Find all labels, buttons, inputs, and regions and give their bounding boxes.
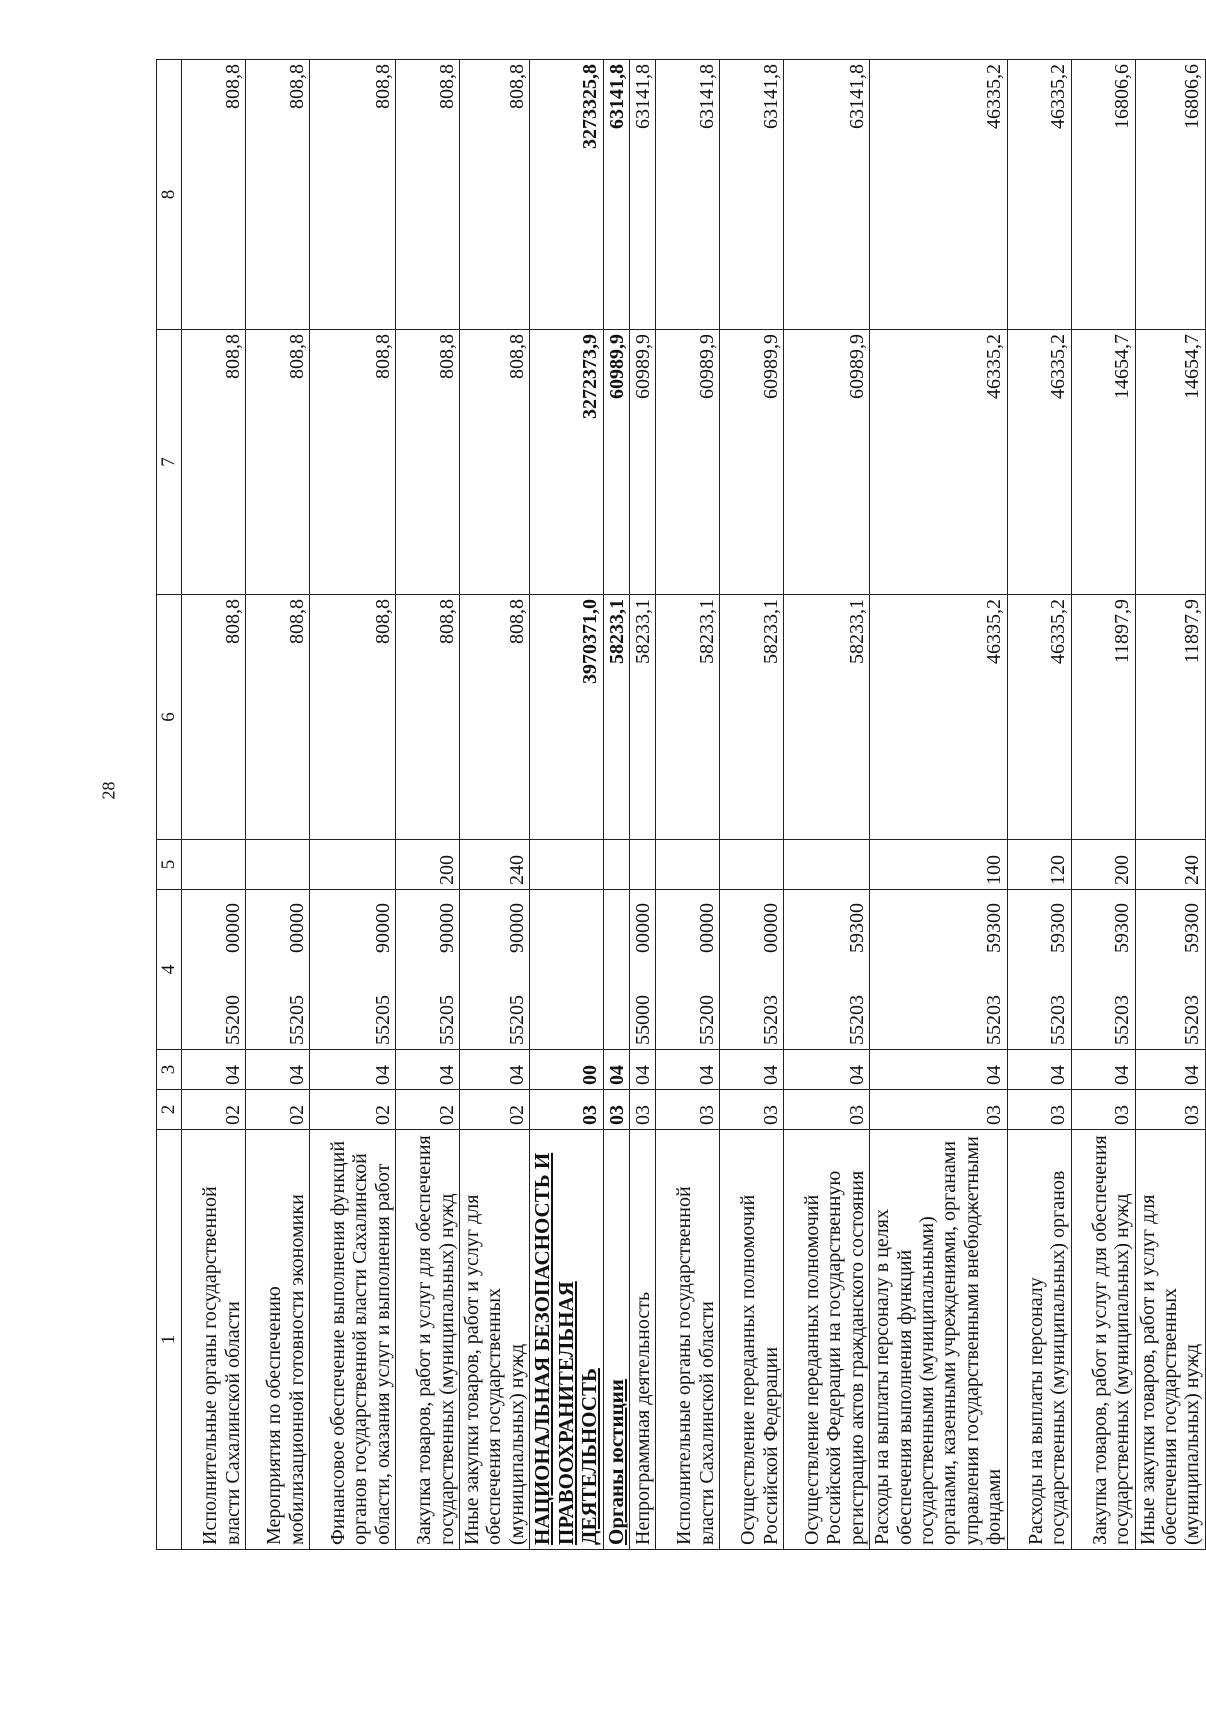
- row-name-cell: НАЦИОНАЛЬНАЯ БЕЗОПАСНОСТЬ И ПРАВООХРАНИТЕЛЬНАЯ ДЕЯТЕЛЬНОСТЬ: [530, 1130, 604, 1550]
- section-code-cell: 02: [396, 1090, 460, 1130]
- amount-col7-cell: 60989,9: [720, 330, 784, 595]
- column-header: 7: [157, 330, 182, 595]
- amount-col6-cell: 808,8: [182, 595, 246, 840]
- subsection-code-cell: 04: [310, 1050, 396, 1090]
- table-body: [182, 60, 1206, 1550]
- target-article-part2: 59300: [983, 903, 1006, 953]
- amount-col8-cell: 808,8: [396, 60, 460, 330]
- target-article-part2: 59300: [1111, 903, 1134, 953]
- amount-col8-cell: 808,8: [310, 60, 396, 330]
- amount-col8-cell: 63141,8: [784, 60, 870, 330]
- target-article-part1: 55205: [505, 995, 528, 1045]
- expense-type-cell: 100: [870, 840, 1007, 890]
- target-article-cell: [246, 890, 310, 1050]
- amount-col8-cell: 16806,6: [1135, 60, 1205, 330]
- amount-col6-cell: 808,8: [310, 595, 396, 840]
- section-code-cell: 03: [630, 1090, 656, 1130]
- subsection-code-cell: 04: [870, 1050, 1007, 1090]
- target-article-part1: 55203: [1181, 995, 1204, 1045]
- amount-col7-cell: 60989,9: [656, 330, 720, 595]
- amount-col6-cell: 58233,1: [603, 595, 630, 840]
- target-article-cell: [784, 890, 870, 1050]
- row-name-cell: Закупка товаров, работ и услуг для обеспечения государственных (муниципальных) нужд: [1071, 1130, 1135, 1550]
- table-row: [310, 60, 396, 1550]
- section-code-cell: 03: [1071, 1090, 1135, 1130]
- amount-col8-cell: 16806,6: [1071, 60, 1135, 330]
- budget-table: [156, 59, 1206, 1550]
- row-name-cell: Исполнительные органы государственной власти Сахалинской области: [656, 1130, 720, 1550]
- expense-type-cell: 200: [1071, 840, 1135, 890]
- amount-col6-cell: 3970371,0: [530, 595, 604, 840]
- target-article-part2: 59300: [845, 903, 868, 953]
- amount-col6-cell: 808,8: [460, 595, 530, 840]
- expense-type-cell: 120: [1007, 840, 1071, 890]
- target-article-cell: [460, 890, 530, 1050]
- section-code-cell: 03: [870, 1090, 1007, 1130]
- subsection-code-cell: 04: [630, 1050, 656, 1090]
- target-article-part1: 55205: [435, 995, 458, 1045]
- target-article-cell: [530, 890, 604, 1050]
- row-name-cell: Осуществление переданных полномочий Российской Федерации на государственную регистрацию актов гражданского состояния: [784, 1130, 870, 1550]
- column-header: 6: [157, 595, 182, 840]
- section-code-cell: 03: [784, 1090, 870, 1130]
- amount-col8-cell: 63141,8: [630, 60, 656, 330]
- row-name-cell: Расходы на выплаты персоналу в целях обеспечения выполнения функций государственными (муниципальными) органами, казенными учреждениями, органами управления государственными внебюджетными фондами: [870, 1130, 1007, 1550]
- amount-col8-cell: 3273325,8: [530, 60, 604, 330]
- target-article-part1: 55200: [221, 995, 244, 1045]
- expense-type-cell: [310, 840, 396, 890]
- row-name-cell: Непрограммная деятельность: [630, 1130, 656, 1550]
- table-row: [1135, 60, 1205, 1550]
- row-name-cell: Исполнительные органы государственной власти Сахалинской области: [182, 1130, 246, 1550]
- row-name-cell: Иные закупки товаров, работ и услуг для обеспечения государственных (муниципальных) нужд: [1135, 1130, 1205, 1550]
- section-code-cell: 02: [246, 1090, 310, 1130]
- amount-col6-cell: 46335,2: [870, 595, 1007, 840]
- subsection-code-cell: 00: [530, 1050, 604, 1090]
- target-article-part1: 55200: [695, 995, 718, 1045]
- subsection-code-cell: 04: [1135, 1050, 1205, 1090]
- target-article-part1: 55203: [845, 995, 868, 1045]
- target-article-part2: 00000: [759, 903, 782, 953]
- column-header: 8: [157, 60, 182, 330]
- section-code-cell: 03: [1135, 1090, 1205, 1130]
- amount-col8-cell: 808,8: [460, 60, 530, 330]
- column-header: 5: [157, 840, 182, 890]
- expense-type-cell: 240: [1135, 840, 1205, 890]
- target-article-part1: 55203: [1111, 995, 1134, 1045]
- amount-col7-cell: 808,8: [460, 330, 530, 595]
- row-name-cell: Иные закупки товаров, работ и услуг для обеспечения государственных (муниципальных) нужд: [460, 1130, 530, 1550]
- amount-col8-cell: 63141,8: [603, 60, 630, 330]
- target-article-part1: 55203: [759, 995, 782, 1045]
- amount-col7-cell: 808,8: [310, 330, 396, 595]
- target-article-part2: 90000: [435, 903, 458, 953]
- table-row: [182, 60, 246, 1550]
- expense-type-cell: [182, 840, 246, 890]
- table-row: [656, 60, 720, 1550]
- table-row: [530, 60, 604, 1550]
- page-number: 28: [98, 781, 119, 800]
- target-article-cell: [182, 890, 246, 1050]
- subsection-code-cell: 04: [720, 1050, 784, 1090]
- subsection-code-cell: 04: [656, 1050, 720, 1090]
- target-article-part2: 59300: [1047, 903, 1070, 953]
- row-name-cell: Финансовое обеспечение выполнения функций органов государственной власти Сахалинской области, оказания услуг и выполнения работ: [310, 1130, 396, 1550]
- target-article-cell: [396, 890, 460, 1050]
- amount-col7-cell: 46335,2: [870, 330, 1007, 595]
- target-article-part2: 00000: [221, 903, 244, 953]
- section-code-cell: 02: [460, 1090, 530, 1130]
- subsection-code-cell: 04: [246, 1050, 310, 1090]
- table-row: [720, 60, 784, 1550]
- amount-col8-cell: 63141,8: [656, 60, 720, 330]
- row-name-cell: Закупка товаров, работ и услуг для обеспечения государственных (муниципальных) нужд: [396, 1130, 460, 1550]
- expense-type-cell: [784, 840, 870, 890]
- target-article-part2: 00000: [695, 903, 718, 953]
- amount-col6-cell: 58233,1: [630, 595, 656, 840]
- amount-col8-cell: 808,8: [246, 60, 310, 330]
- subsection-code-cell: 04: [1007, 1050, 1071, 1090]
- subsection-code-cell: 04: [182, 1050, 246, 1090]
- amount-col6-cell: 58233,1: [784, 595, 870, 840]
- section-code-cell: 02: [182, 1090, 246, 1130]
- target-article-part1: 55000: [631, 995, 654, 1045]
- row-name-cell: Мероприятия по обеспечению мобилизационной готовности экономики: [246, 1130, 310, 1550]
- expense-type-cell: [603, 840, 630, 890]
- table-row: [460, 60, 530, 1550]
- row-name-cell: Осуществление переданных полномочий Российской Федерации: [720, 1130, 784, 1550]
- amount-col7-cell: 3272373,9: [530, 330, 604, 595]
- table-row: [396, 60, 460, 1550]
- amount-col6-cell: 58233,1: [720, 595, 784, 840]
- amount-col6-cell: 11897,9: [1071, 595, 1135, 840]
- amount-col6-cell: 808,8: [396, 595, 460, 840]
- table-header-row: [157, 60, 182, 1550]
- amount-col7-cell: 808,8: [396, 330, 460, 595]
- expense-type-cell: [656, 840, 720, 890]
- column-header: 4: [157, 890, 182, 1050]
- amount-col7-cell: 14654,7: [1071, 330, 1135, 595]
- table-row: [630, 60, 656, 1550]
- section-code-cell: 03: [720, 1090, 784, 1130]
- target-article-cell: [870, 890, 1007, 1050]
- column-header: 3: [157, 1050, 182, 1090]
- table-row: [870, 60, 1007, 1550]
- target-article-cell: [720, 890, 784, 1050]
- expense-type-cell: 240: [460, 840, 530, 890]
- target-article-part2: 90000: [505, 903, 528, 953]
- section-code-cell: 03: [1007, 1090, 1071, 1130]
- target-article-part1: 55205: [285, 995, 308, 1045]
- target-article-part2: 59300: [1181, 903, 1204, 953]
- section-code-cell: 03: [530, 1090, 604, 1130]
- row-name-cell: Органы юстиции: [603, 1130, 630, 1550]
- amount-col7-cell: 46335,2: [1007, 330, 1071, 595]
- target-article-cell: [1007, 890, 1071, 1050]
- amount-col8-cell: 46335,2: [870, 60, 1007, 330]
- target-article-cell: [1135, 890, 1205, 1050]
- amount-col8-cell: 63141,8: [720, 60, 784, 330]
- amount-col7-cell: 808,8: [182, 330, 246, 595]
- amount-col7-cell: 60989,9: [603, 330, 630, 595]
- table-row: [246, 60, 310, 1550]
- amount-col6-cell: 58233,1: [656, 595, 720, 840]
- expense-type-cell: [630, 840, 656, 890]
- expense-type-cell: [246, 840, 310, 890]
- amount-col7-cell: 14654,7: [1135, 330, 1205, 595]
- table-row: [1071, 60, 1135, 1550]
- amount-col6-cell: 808,8: [246, 595, 310, 840]
- amount-col7-cell: 60989,9: [630, 330, 656, 595]
- subsection-code-cell: 04: [1071, 1050, 1135, 1090]
- row-name-cell: Расходы на выплаты персоналу государственных (муниципальных) органов: [1007, 1130, 1071, 1550]
- amount-col7-cell: 60989,9: [784, 330, 870, 595]
- target-article-part1: 55203: [983, 995, 1006, 1045]
- table-row: [1007, 60, 1071, 1550]
- target-article-cell: [1071, 890, 1135, 1050]
- section-code-cell: 03: [603, 1090, 630, 1130]
- amount-col6-cell: 46335,2: [1007, 595, 1071, 840]
- column-header: 2: [157, 1090, 182, 1130]
- table-row: [784, 60, 870, 1550]
- target-article-cell: [656, 890, 720, 1050]
- target-article-cell: [310, 890, 396, 1050]
- table-row: [603, 60, 630, 1550]
- amount-col8-cell: 46335,2: [1007, 60, 1071, 330]
- section-code-cell: 03: [656, 1090, 720, 1130]
- subsection-code-cell: 04: [460, 1050, 530, 1090]
- target-article-part2: 90000: [371, 903, 394, 953]
- expense-type-cell: [530, 840, 604, 890]
- rotated-table-wrapper: [156, 60, 1204, 1550]
- column-header: 1: [157, 1130, 182, 1550]
- amount-col8-cell: 808,8: [182, 60, 246, 330]
- subsection-code-cell: 04: [784, 1050, 870, 1090]
- subsection-code-cell: 04: [603, 1050, 630, 1090]
- target-article-part1: 55203: [1047, 995, 1070, 1045]
- target-article-part2: 00000: [631, 903, 654, 953]
- target-article-part1: 55205: [371, 995, 394, 1045]
- target-article-part2: 00000: [285, 903, 308, 953]
- target-article-cell: [603, 890, 630, 1050]
- amount-col7-cell: 808,8: [246, 330, 310, 595]
- subsection-code-cell: 04: [396, 1050, 460, 1090]
- section-code-cell: 02: [310, 1090, 396, 1130]
- expense-type-cell: [720, 840, 784, 890]
- expense-type-cell: 200: [396, 840, 460, 890]
- target-article-cell: [630, 890, 656, 1050]
- amount-col6-cell: 11897,9: [1135, 595, 1205, 840]
